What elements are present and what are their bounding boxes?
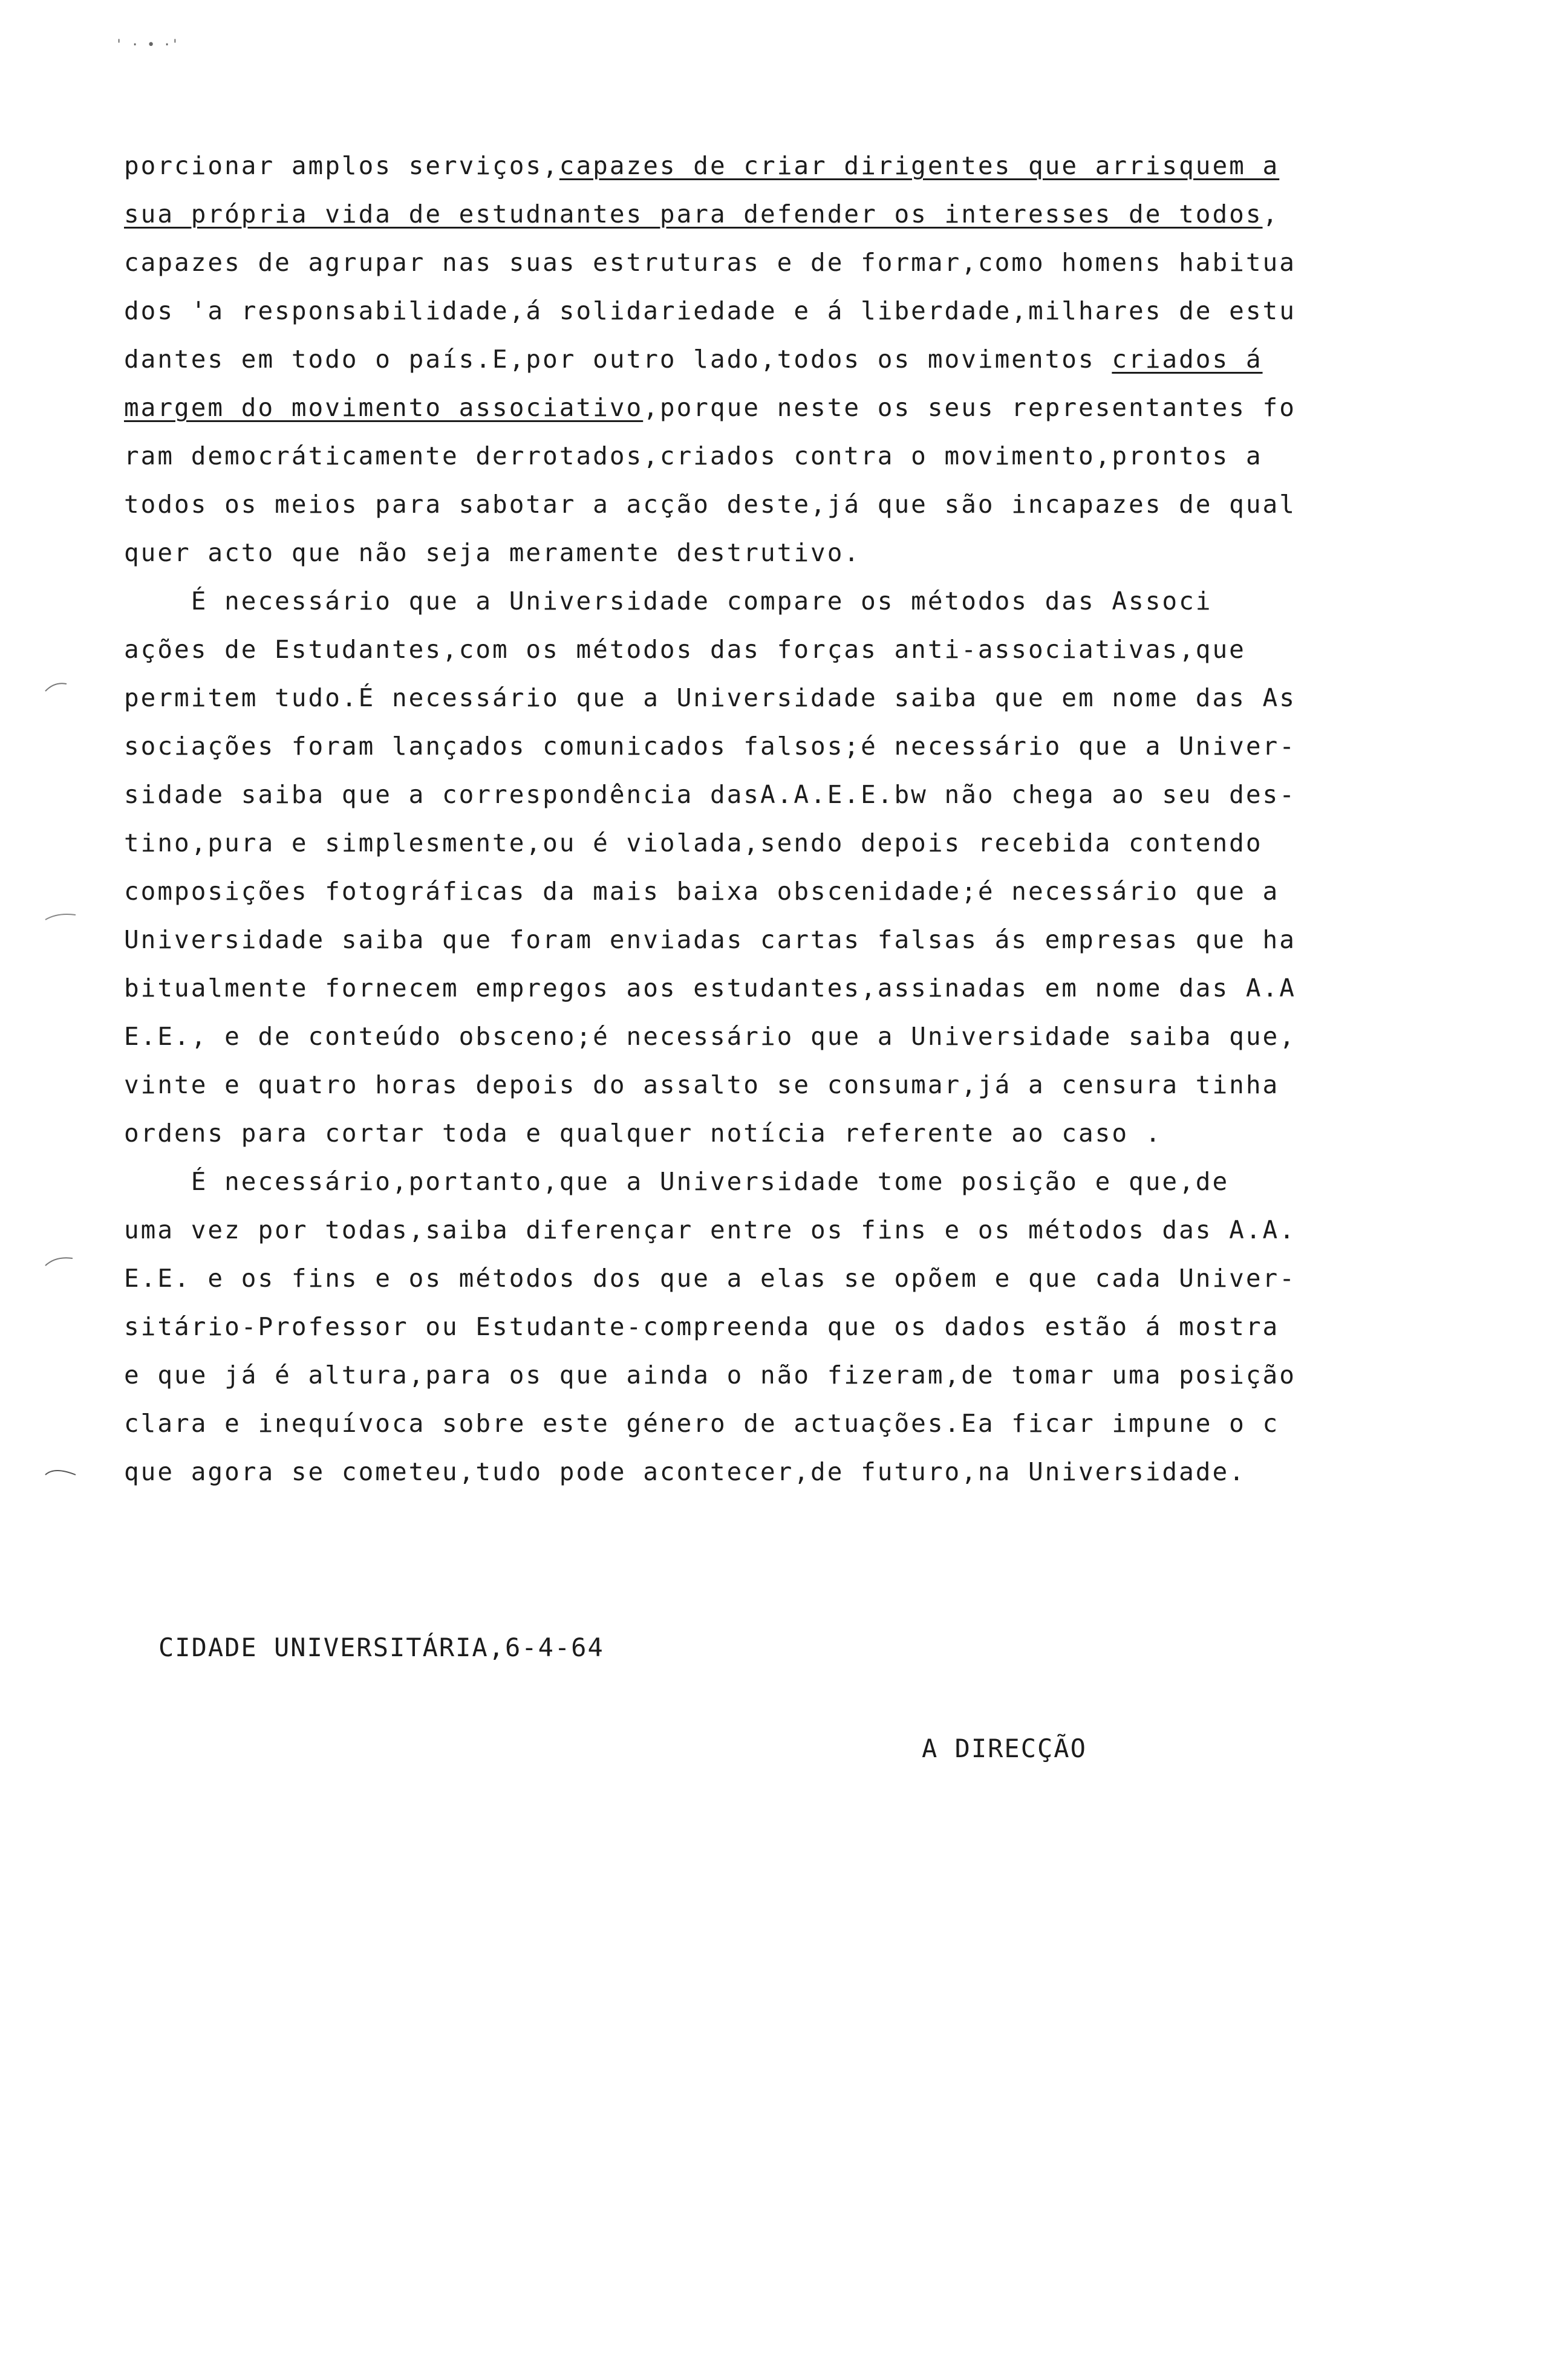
text-line: clara e inequívoca sobre este género de actuações.Ea ficar impune o c (124, 1409, 1280, 1438)
margin-mark (42, 910, 79, 922)
text-line: e que já é altura,para os que ainda o não fizeram,de tomar uma posição (124, 1361, 1296, 1390)
text-line: sidade saiba que a correspondência dasA.A.E.E.bw não chega ao seu des- (124, 780, 1296, 809)
text-line: É necessário,portanto,que a Universidade tome posição e que,de (124, 1167, 1230, 1196)
text-line: uma vez por todas,saiba diferençar entre os fins e os métodos das A.A. (124, 1215, 1296, 1244)
text-line: permitem tudo.É necessário que a Universidade saiba que em nome das As (124, 683, 1296, 712)
text-line: todos os meios para sabotar a acção deste,já que são incapazes de qual (124, 490, 1296, 519)
text-line: ram democráticamente derrotados,criados contra o movimento,prontos a (124, 441, 1263, 470)
text-line: ações de Estudantes,com os métodos das forças anti-associativas,que (124, 635, 1246, 664)
text-line: sua própria vida de estudnantes para defender os interesses de todos, (124, 200, 1280, 229)
text-line: dantes em todo o país.E,por outro lado,todos os movimentos criados á (124, 345, 1263, 374)
margin-mark (42, 680, 79, 692)
text-line: sitário-Professor ou Estudante-compreenda que os dados estão á mostra (124, 1312, 1280, 1341)
text-line: vinte e quatro horas depois do assalto se consumar,já a censura tinha (124, 1070, 1280, 1099)
text-line: margem do movimento associativo,porque neste os seus representantes fo (124, 393, 1296, 422)
text-line: tino,pura e simplesmente,ou é violada,sendo depois recebida contendo (124, 828, 1263, 857)
text-line: capazes de agrupar nas suas estruturas e de formar,como homens habitua (124, 248, 1296, 277)
top-mark: ' · • ·' (115, 37, 179, 53)
text-line: sociações foram lançados comunicados falsos;é necessário que a Univer- (124, 732, 1296, 761)
text-line: E.E., e de conteúdo obsceno;é necessário que a Universidade saiba que, (124, 1022, 1296, 1051)
text-line: porcionar amplos serviços,capazes de criar dirigentes que arrisquem a (124, 151, 1280, 180)
text-line: que agora se cometeu,tudo pode acontecer,de futuro,na Universidade. (124, 1457, 1246, 1486)
margin-mark (42, 1255, 79, 1267)
text-line: dos 'a responsabilidade,á solidariedade e á liberdade,milhares de estu (124, 296, 1296, 325)
text-line: É necessário que a Universidade compare os métodos das Associ (124, 587, 1213, 616)
dateline: CIDADE UNIVERSITÁRIA,6-4-64 (158, 1633, 604, 1662)
text-line: quer acto que não seja meramente destrutivo. (124, 538, 861, 567)
text-line: E.E. e os fins e os métodos dos que a elas se opõem e que cada Univer- (124, 1264, 1296, 1293)
text-line: Universidade saiba que foram enviadas cartas falsas ás empresas que ha (124, 925, 1296, 954)
text-line: ordens para cortar toda e qualquer notícia referente ao caso . (124, 1119, 1162, 1148)
signature: A DIRECÇÃO (922, 1734, 1087, 1763)
text-line: composições fotográficas da mais baixa obscenidade;é necessário que a (124, 877, 1280, 906)
text-line: bitualmente fornecem empregos aos estudantes,assinadas em nome das A.A (124, 974, 1296, 1003)
margin-mark (42, 1466, 79, 1478)
